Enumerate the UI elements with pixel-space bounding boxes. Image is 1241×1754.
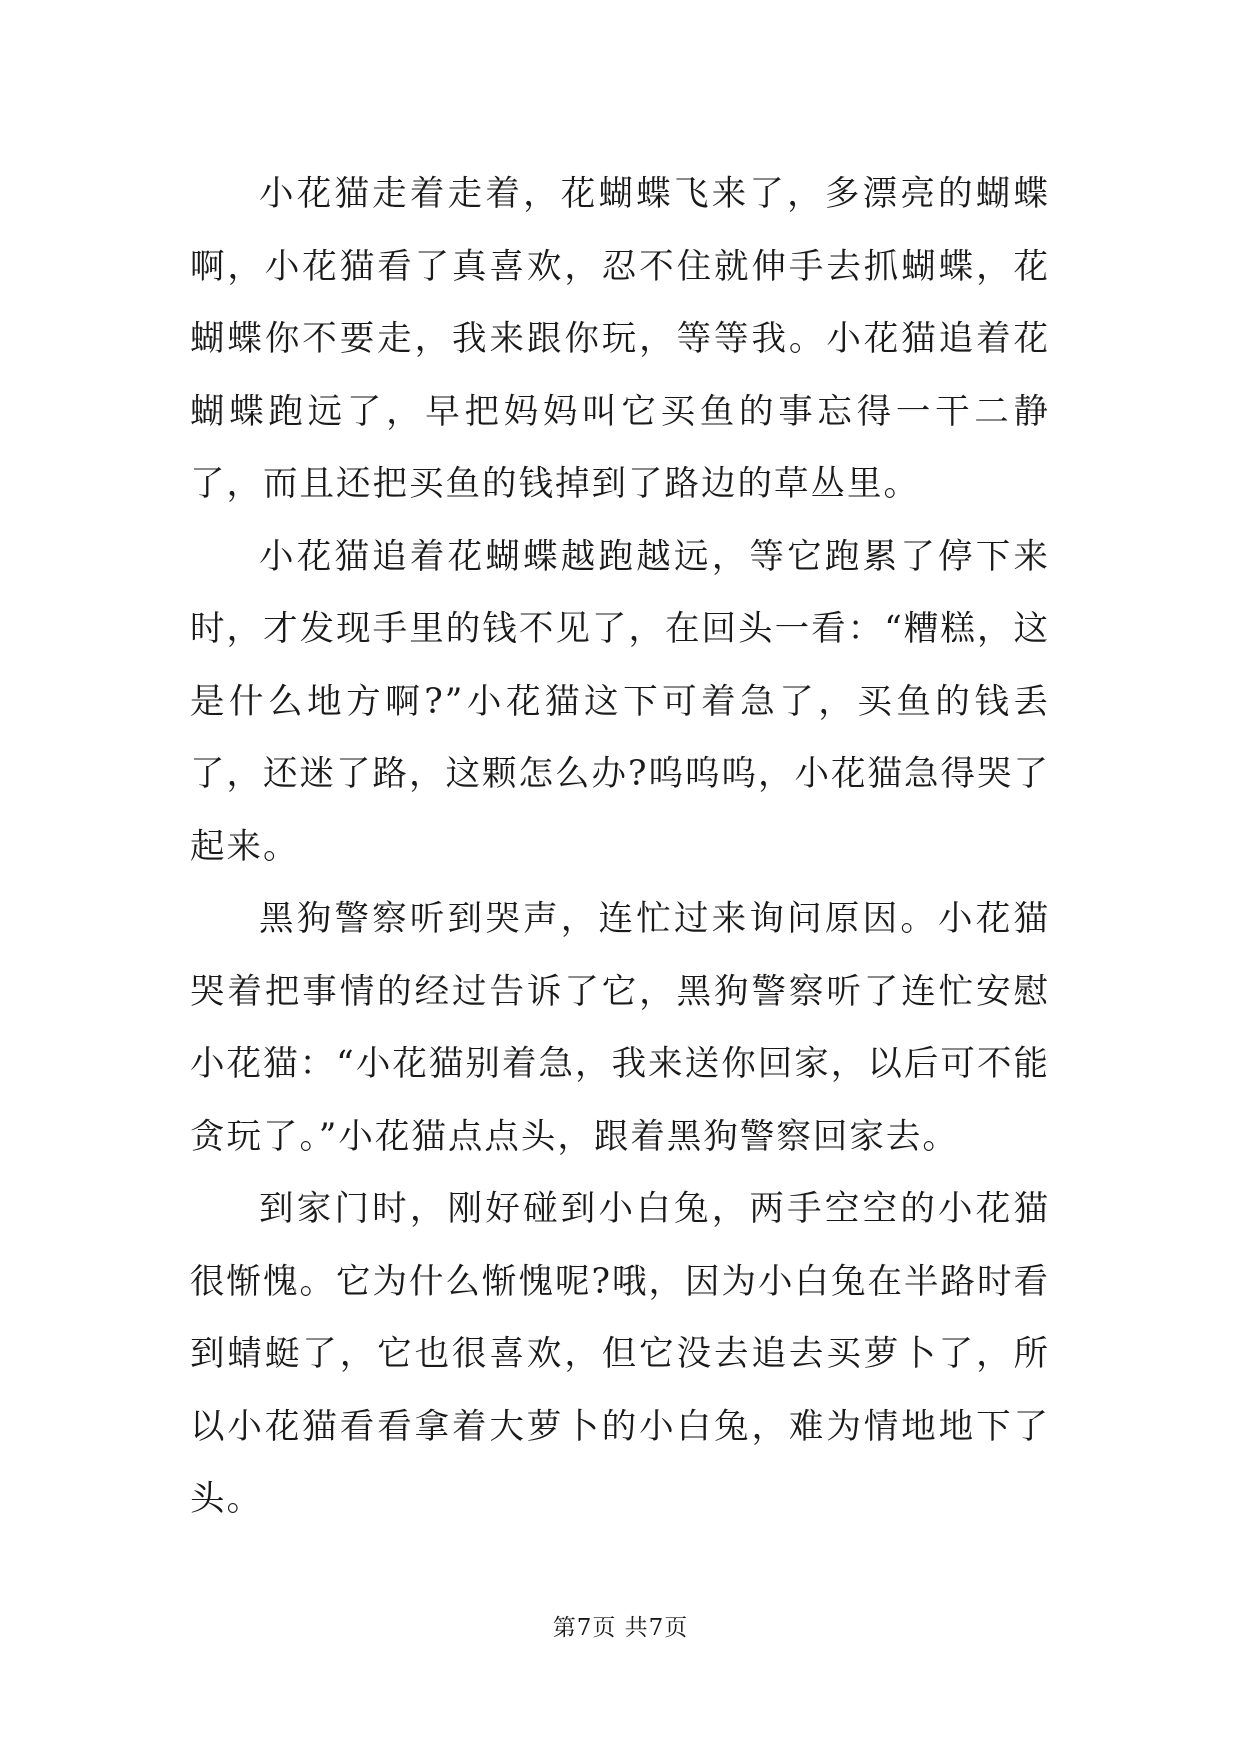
paragraph: 黑狗警察听到哭声，连忙过来询问原因。小花猫哭着把事情的经过告诉了它，黑狗警察听了连忙安慰小花猫：“小花猫别着急，我来送你回家，以后可不能贪玩了。”小花猫点点头，跟着黑狗警察回家去。 <box>190 899 1050 1157</box>
paragraph: 小花猫追着花蝴蝶越跑越远，等它跑累了停下来时，才发现手里的钱不见了，在回头一看：“糟糕，这是什么地方啊?”小花猫这下可着急了，买鱼的钱丢了，还迷了路，这颗怎么办?呜呜呜，小花猫急得哭了起来。 <box>190 536 1050 867</box>
paragraph: 到家门时，刚好碰到小白兔，两手空空的小花猫很惭愧。它为什么惭愧呢?哦，因为小白兔在半路时看到蜻蜓了，它也很喜欢，但它没去追去买萝卜了，所以小花猫看看拿着大萝卜的小白兔，难为情地地下了头。 <box>190 1189 1050 1519</box>
paragraph: 小花猫走着走着，花蝴蝶飞来了，多漂亮的蝴蝶啊，小花猫看了真喜欢，忍不住就伸手去抓蝴蝶，花蝴蝶你不要走，我来跟你玩，等等我。小花猫追着花蝴蝶跑远了，早把妈妈叫它买鱼的事忘得一干二静了，而且还把买鱼的钱掉到了路边的草丛里。 <box>190 174 1050 504</box>
page-number-footer: 第7页 共7页 <box>552 1615 689 1641</box>
document-body <box>190 158 1050 1536</box>
